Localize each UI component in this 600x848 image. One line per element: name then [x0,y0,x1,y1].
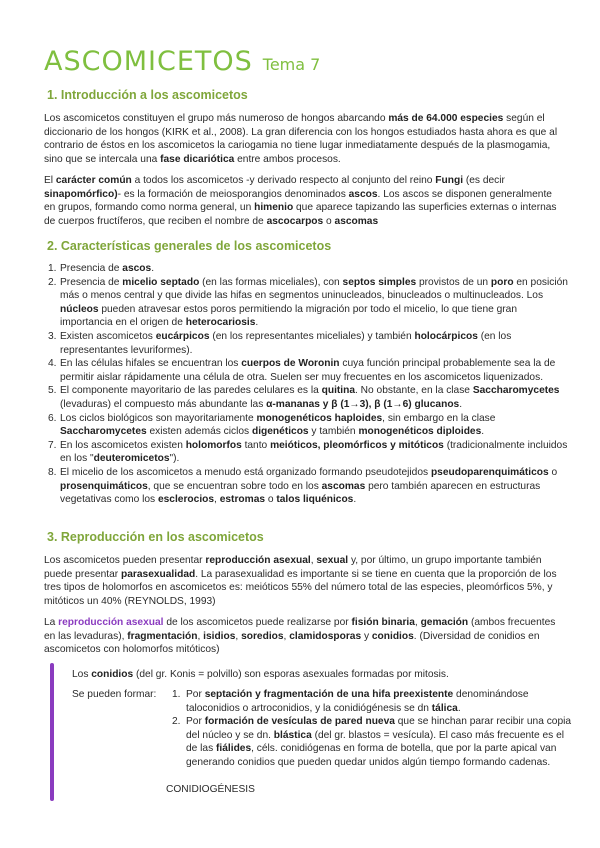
text-run: (del gr. Konis = polvillo) son esporas asexuales formadas por mitosis. [133,669,449,680]
bold-term: monogenéticos diploides [358,426,482,438]
text-run: o [548,466,558,478]
bold-term: fiálides [216,743,252,755]
text-run: Por [186,716,205,728]
title-main: ASCOMICETOS [44,46,253,77]
bold-term: poro [490,276,514,288]
text-run: , [283,630,290,642]
bold-term: pseudoparenquimáticos [430,466,549,478]
bold-term: esclerocios [157,494,215,506]
bold-term: Fungi [435,175,464,186]
text-run: a todos los ascomicetos -y derivado respecto al conjunto del reino [131,175,436,186]
section-3-heading: 3. Reproducción en los ascomicetos [47,530,264,544]
text-run: pero también aparecen en estructuras vegetativas como los [60,480,541,506]
text-run: (en los representantes miceliales) y también [209,330,415,342]
bold-term: parasexualidad [121,568,196,580]
bold-term: quitina [321,385,356,397]
text-run: La [44,617,59,628]
bold-term: blástica [273,729,312,741]
text-run: (en los representantes levuriformes). [60,330,512,356]
bold-term: formación de vesículas de pared nueva [204,716,395,728]
bold-term: Saccharomycetes [60,426,147,438]
text-run: que aparece tapizando las superficies externas o internas de cuerpos fructíferos, que reciben el nombre de [44,202,557,227]
text-run: que se hinchan parar recibir una copia del núcleo y se dn. [186,716,572,741]
bold-term: conidios [371,630,414,642]
text-run: El micelio de los ascomicetos a menudo está organizado formando pseudotejidos [60,466,431,478]
text-run: , [414,617,421,628]
bold-term: clamidosporas [289,630,362,642]
text-run: , [310,555,317,566]
list-item [172,688,572,715]
bold-term: holomorfos [185,439,242,451]
text-run: o [323,215,335,227]
bold-term: ascocarpos [266,215,324,227]
text-run: . [353,494,357,506]
bold-term: prosenquimáticos [60,480,148,492]
text-run: en posición más o menos central y que divide las hifas en segmentos uninucleados, binucleados o multinucleados. Los [60,276,568,302]
text-run: denominándose taloconidios o artroconidios, y la conidiógénesis se dn [186,689,529,714]
bold-term: ascomas [321,480,366,492]
bold-term: α-mananas y β (1→3), β (1→6) glucanos [266,398,460,410]
bold-term: más de 64.000 especies [388,113,504,124]
page-title [44,46,320,77]
section-2-heading: 2. Características generales de los ascomicetos [47,239,332,253]
list-number: 2. [172,716,181,728]
text-run: cuya función principal probablemente sea la de permitir aislar rápidamente una célula de otra. Suelen ser muy frecuentes en los ascomicetos liquenizados. [60,358,556,383]
bold-term: ascos [122,263,152,274]
list-number: 3. [48,330,57,342]
text-run: Existen ascomicetos [60,330,156,342]
text-run: , que se encuentran sobre todo en los [147,480,322,492]
text-run: Los [72,669,92,680]
text-run: En las células hifales se encuentran los [60,358,242,370]
text-run: , [214,494,220,506]
bold-term: fase dicariótica [160,153,235,165]
text-run: . Los ascos se disponen generalmente en grupos, formando como norma general, un [44,188,552,214]
bold-term: gemación [420,617,469,628]
text-run: (en las formas miceliales), con [199,276,343,288]
text-run: y, por último, un grupo importante también puede presentar [44,555,542,580]
list-item [48,439,568,466]
bold-term: deuteromicetos [93,453,170,465]
text-run: existen además ciclos [146,426,252,438]
list-item [48,262,568,276]
bold-term: estromas [219,494,266,506]
text-run: tanto [241,439,271,451]
list-item [48,357,568,384]
text-run: Por [186,689,205,700]
text-run: . [457,702,461,714]
list-number: 7. [48,439,57,451]
conidios-definition [72,668,552,682]
bold-term: micelio septado [122,276,200,288]
list-number: 8. [48,466,57,478]
text-run: Presencia de [60,263,123,274]
text-run: . [481,426,485,438]
text-run: , [197,630,204,642]
list-number: 6. [48,412,57,424]
bold-term: conidios [91,669,134,680]
list-number: 5. [48,385,57,397]
text-run: o [265,494,277,506]
text-run: , céls. conidiógenas en forma de botella, que por la parte apical van generando conidios que pueden quedar unidos algún tiempo formando cadenas. [186,743,557,768]
s2-list [48,262,568,507]
text-run: . (Diversidad de conidios en ascomicetos con holomorfos mitóticos) [44,630,540,656]
forms-label: Se pueden formar: [72,689,157,700]
text-run: . [255,317,259,329]
text-run: , [235,630,242,642]
text-run: entre ambos procesos. [234,153,341,165]
text-run: (levaduras) el compuesto más abundante las [60,398,267,410]
text-run: - es la formación de meiosporangios denominados [117,188,349,200]
text-run: (tradicionalmente incluidos en los " [60,439,568,465]
list-item [48,466,568,507]
list-item [48,384,568,411]
text-run: El [44,175,56,186]
section-1-heading: 1. Introducción a los ascomicetos [47,88,248,102]
bold-term: Saccharomycetes [472,385,560,397]
bold-term: reproducción asexual [205,555,311,566]
bold-term: eucárpicos [155,330,210,342]
conidiogenesis-label: CONIDIOGÉNESIS [166,784,255,795]
list-number: 1. [48,263,57,274]
bold-term: ascos [348,188,378,200]
bold-term: ascomas [334,215,379,227]
title-subtitle: Tema 7 [262,55,321,74]
bold-term: cuerpos de Woronin [241,358,340,370]
text-run: pueden atravesar estos poros permitiendo la migración por todo el micelio, lo que tiene gran importancia en el origen de [60,303,517,329]
text-run: Los ascomicetos pueden presentar [44,555,206,566]
bold-term: carácter común [55,175,132,186]
text-run: (ambos frecuentes en las levaduras), [44,617,556,642]
list-number: 1. [172,689,181,700]
bold-term: isidios [203,630,236,642]
list-item [48,276,568,330]
bold-term: digenéticos [251,426,309,438]
text-run: y también [308,426,359,438]
text-run: "). [169,453,180,465]
text-run: (del gr. blastos = vesícula). El caso más frecuente es el de las [186,729,565,755]
bold-term: meióticos, pleomórficos y mitóticos [270,439,444,451]
text-run: Presencia de [60,276,123,288]
bold-term: septación y fragmentación de una hifa preexistente [204,689,454,700]
list-item [172,715,572,769]
list-number: 4. [48,358,57,370]
list-item [48,330,568,357]
bold-term: tálica [431,702,458,714]
bold-term: soredios [241,630,284,642]
bold-term: septos simples [342,276,417,288]
text-run: . No obstante, en la clase [355,385,473,397]
text-run: El componente mayoritario de las paredes celulares es la [60,385,322,397]
s3-paragraph-2 [44,616,564,657]
bold-term: holocárpicos [414,330,478,342]
text-run: (es decir [463,175,505,186]
text-run: provistos de un [416,276,491,288]
bold-term: heterocariosis [185,317,256,329]
bold-term: fragmentación [127,630,198,642]
highlight-term: reproducción asexual [58,617,164,628]
text-run: . [151,263,155,274]
text-run: , sin embargo en la clase [382,412,496,424]
s3-paragraph-1 [44,554,564,608]
bold-term: talos liquénicos [276,494,354,506]
text-run: . La parasexualidad es importante si se tiene en cuenta que la proporción de los tres tipos de holomorfos en ascomicetos es: meióticos 55% del número total de las especies, pleomórficos 5%, y mitóticos un 40% (REYNOLDS, 1993) [44,568,557,607]
text-run: según el diccionario de los hongos (KIRK et al., 2008). La gran diferencia con los hongos estudiados hasta ahora es que al contrario de éstos en los ascomicetos la cariogamia no tiene lugar inmediatamente después de la plasmogamia, sino que se intercala una [44,113,558,165]
list-number: 2. [48,276,57,288]
bold-term: monogenéticos haploides [256,412,383,424]
list-item [48,412,568,439]
text-run: Los ascomicetos constituyen el grupo más numeroso de hongos abarcando [44,113,389,124]
bold-term: sexual [316,555,349,566]
bold-term: fisión binaria [351,617,415,628]
text-run: . [459,398,463,410]
text-run: En los ascomicetos existen [60,439,186,451]
bold-term: núcleos [60,303,99,315]
text-run: de los ascomicetos puede realizarse por [163,617,352,628]
text-run: Los ciclos biológicos son mayoritariamente [60,412,257,424]
callout-bar [50,663,54,801]
forms-list [172,688,572,770]
text-run: y [361,630,372,642]
s1-paragraph-1 [44,112,564,166]
bold-term: himenio [254,202,294,214]
s1-paragraph-2 [44,174,564,228]
bold-term: sinapomórfico) [44,188,118,200]
